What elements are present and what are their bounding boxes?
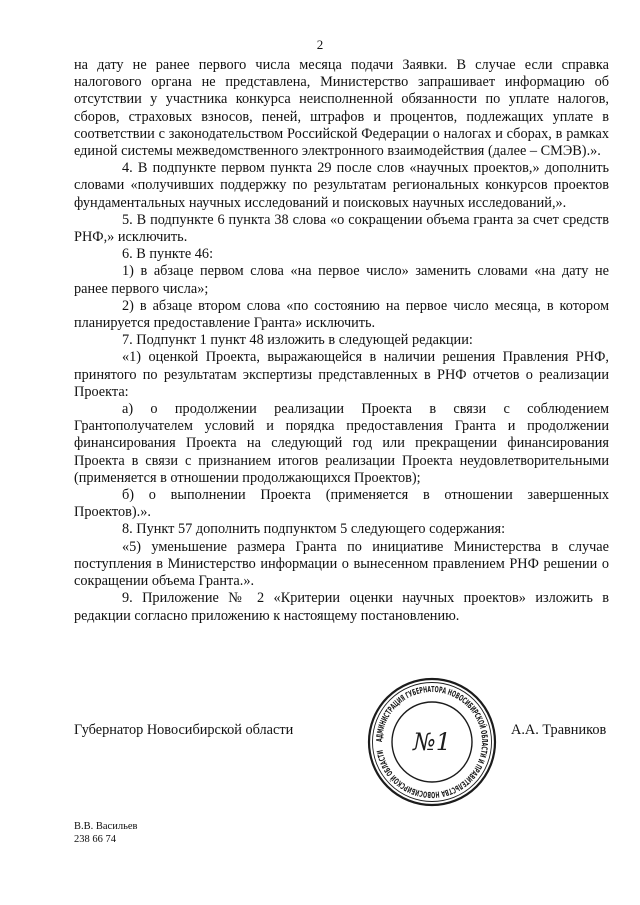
- paragraph: а) о продолжении реализации Проекта в связи с соблюдением Грантополучателем условий и порядка предоставления Гранта и продолжении финансирования Проекта на следующий год или прекращении финансирования Проекта в связи с признанием итогов реализации Проекта неудовлетворительными (применяется в отношении продолжающихся Проектов);: [74, 401, 609, 486]
- executor-info: [74, 820, 137, 846]
- executor-phone: 238 66 74: [74, 834, 116, 845]
- paragraph: 5. В подпункте 6 пункта 38 слова «о сокращении объема гранта за счет средств РНФ,» исключить.: [74, 211, 609, 246]
- svg-text:АДМИНИСТРАЦИЯ ГУБЕРНАТОРА НОВО: АДМИНИСТРАЦИЯ ГУБЕРНАТОРА НОВОСИБИРСКОЙ ОБЛАСТИ И ПРАВИТЕЛЬСТВА НОВОСИБИРСКОЙ ОБЛАСТИ: [373, 683, 491, 801]
- official-seal: [366, 676, 498, 808]
- paragraph: 8. Пункт 57 дополнить подпунктом 5 следующего содержания:: [122, 521, 506, 538]
- paragraph: «1) оценкой Проекта, выражающейся в наличии решения Правления РНФ, принятого по результатам экспертизы представленных в РНФ отчетов о реализации Проекта:: [74, 349, 609, 400]
- paragraph: 4. В подпункте первом пункта 29 после слов «научных проектов,» дополнить словами «получивших поддержку по результатам региональных конкурсов проектов фундаментальных научных исследований и поисковых научных исследований,».: [74, 160, 609, 211]
- paragraph: 1) в абзаце первом слова «на первое число» заменить словами «на дату не ранее первого числа»;: [74, 263, 609, 297]
- signer-position: Губернатор Новосибирской области: [74, 722, 294, 738]
- paragraph: 6. В пункте 46:: [122, 246, 214, 263]
- paragraph: на дату не ранее первого числа месяца подачи Заявки. В случае если справка налогового органа не представлена, Министерство запрашивает информацию об отсутствии у участника конкурса неисполненной обязанности по уплате налогов, сборов, страховых взносов, пеней, штрафов и процентов, подлежащих уплате в соответствии с законодательством Российской Федерации о налогах и сборах, в рамках единой системы межведомственного электронного взаимодействия (далее – СМЭВ).».: [74, 57, 609, 160]
- paragraph: 2) в абзаце втором слова «по состоянию на первое число месяца, в котором планируется предоставление Гранта» исключить.: [74, 297, 609, 332]
- body-text: [74, 57, 609, 625]
- paragraph: 9. Приложение № 2 «Критерии оценки научных проектов» изложить в редакции согласно приложению к настоящему постановлению.: [74, 590, 609, 624]
- paragraph: 7. Подпункт 1 пункт 48 изложить в следующей редакции:: [122, 332, 473, 349]
- paragraph: «5) уменьшение размера Гранта по инициативе Министерства в случае поступления в Министерство информации о вынесенном правлением РНФ решении о сокращении объема Гранта.».: [74, 538, 609, 590]
- svg-text:№1: №1: [413, 728, 451, 756]
- paragraph: б) о выполнении Проекта (применяется в отношении завершенных Проектов).».: [74, 487, 609, 521]
- executor-name: В.В. Васильев: [74, 821, 138, 832]
- signer-name: А.А. Травников: [511, 722, 607, 738]
- page-number: 2: [316, 37, 324, 52]
